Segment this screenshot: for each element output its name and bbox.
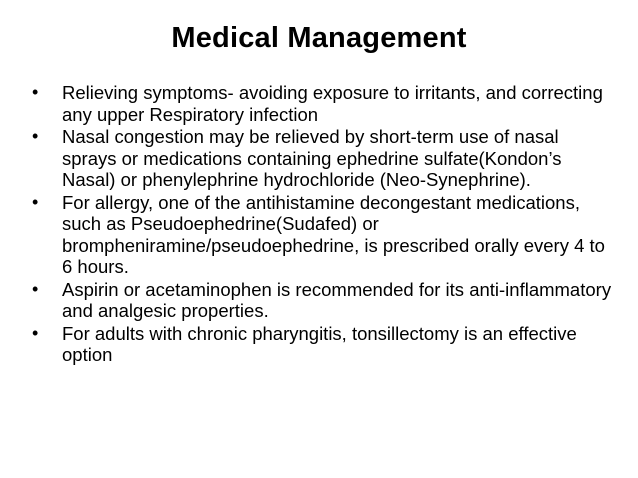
bullet-item-tonsillectomy xyxy=(32,323,612,366)
bullet-text: Relieving symptoms- avoiding exposure to irritants, and correcting any upper Respiratory infection xyxy=(62,82,603,125)
bullet-item-relieving-symptoms xyxy=(32,82,612,125)
bullet-icon: • xyxy=(32,191,39,212)
bullet-text: For adults with chronic pharyngitis, tonsillectomy is an effective option xyxy=(62,322,577,365)
bullet-icon: • xyxy=(32,278,39,299)
bullet-icon: • xyxy=(32,126,39,146)
bullet-item-allergy xyxy=(32,192,612,278)
bullet-text: Aspirin or acetaminophen is recommended for its anti-inflammatory and analgesic properties. xyxy=(62,278,612,321)
bullet-list xyxy=(32,82,612,367)
slide-title: Medical Management xyxy=(171,22,467,54)
bullet-text: For allergy, one of the antihistamine decongestant medications, such as Pseudoephedrine(Sudafed) or brompheniramine/pseudoephedrine, is prescribed orally every 4 to 6 hours. xyxy=(62,191,605,277)
bullet-item-nasal-congestion xyxy=(32,126,612,191)
bullet-text: Nasal congestion may be relieved by short-term use of nasal sprays or medications containing ephedrine sulfate(Kondon’s Nasal) or phenylephrine hydrochloride (Neo-Synephrine). xyxy=(62,126,562,190)
bullet-item-aspirin xyxy=(32,279,612,322)
bullet-icon: • xyxy=(32,82,39,102)
bullet-icon: • xyxy=(32,322,39,343)
